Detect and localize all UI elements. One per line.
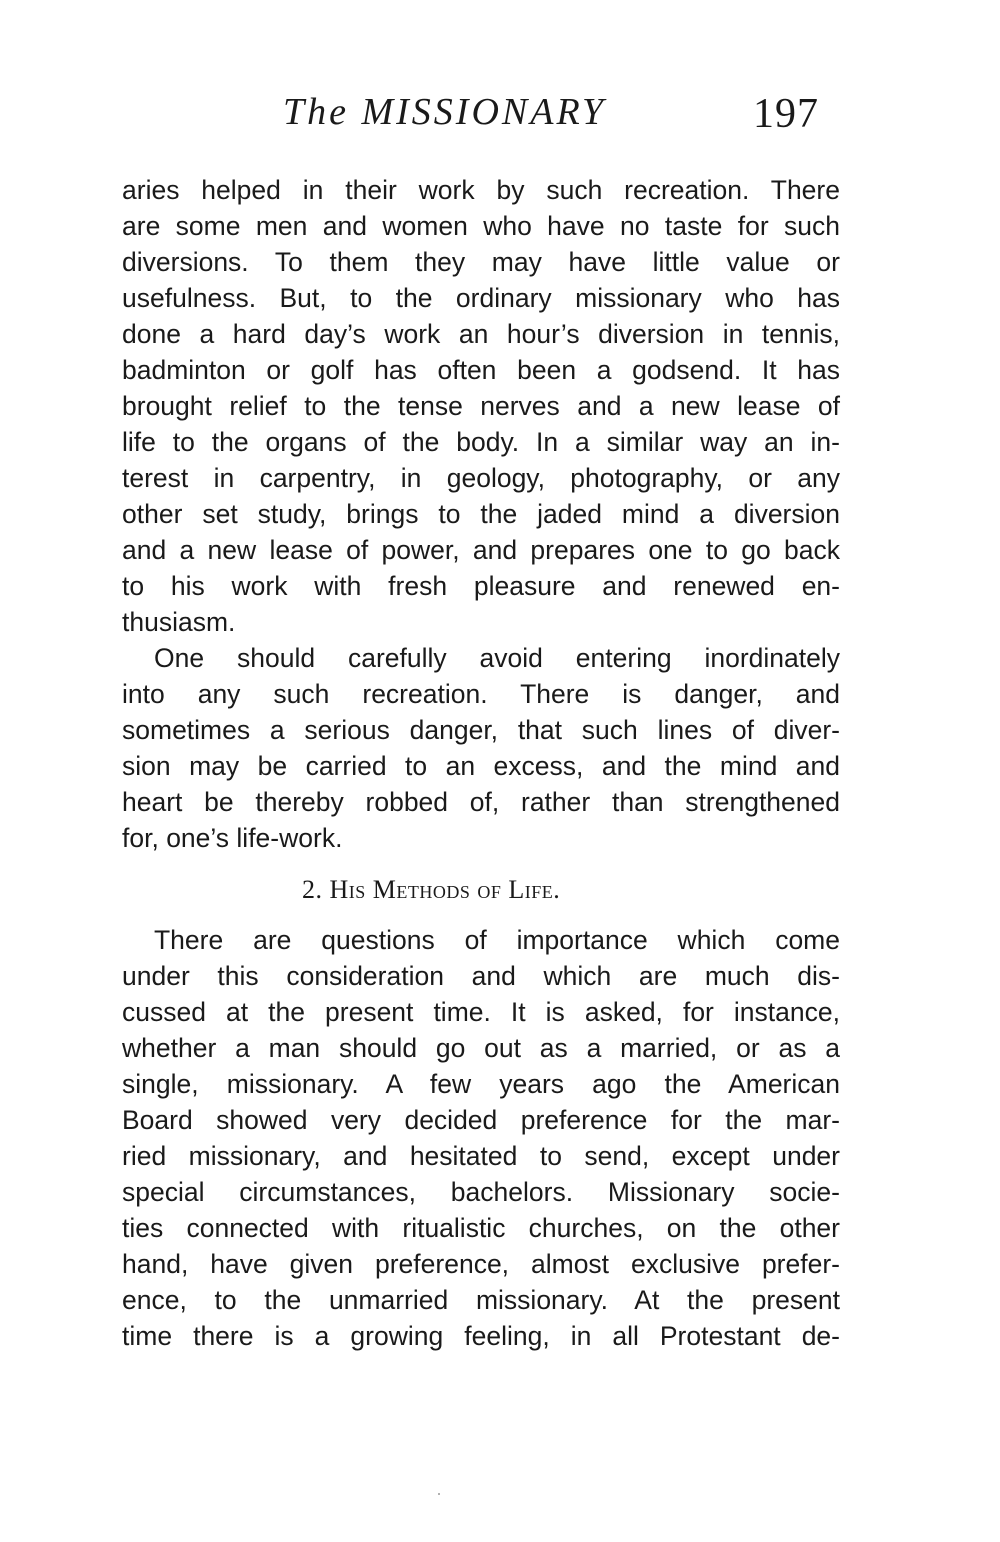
paragraph-methods-of-life [122, 922, 840, 1354]
text-line: One should carefully avoid entering inordinately [154, 643, 840, 673]
page-number: 197 [753, 91, 819, 137]
paragraph-caution [122, 640, 840, 856]
text-line: There are questions of importance which come [154, 925, 840, 955]
text-line: Board showed very decided preference for the mar- [122, 1105, 840, 1135]
text-line: cussed at the present time. It is asked, for instance, [122, 997, 840, 1027]
text-line: are some men and women who have no taste for such [122, 211, 840, 241]
section-heading: 2. His Methods of Life. [302, 875, 561, 904]
text-line: under this consideration and which are much dis- [122, 961, 840, 991]
running-head [0, 88, 1000, 148]
text-line: to his work with fresh pleasure and renewed en- [122, 571, 840, 601]
running-title: The MISSIONARY [283, 91, 607, 133]
text-line: for, one’s life-work. [122, 823, 343, 853]
text-line: aries helped in their work by such recreation. There [122, 175, 840, 205]
text-line: sometimes a serious danger, that such lines of diver- [122, 715, 840, 745]
text-line: diversions. To them they may have little value or [122, 247, 840, 277]
text-line: time there is a growing feeling, in all Protestant de- [122, 1321, 840, 1351]
text-line: heart be thereby robbed of, rather than strengthened [122, 787, 840, 817]
text-line: single, missionary. A few years ago the American [122, 1069, 840, 1099]
text-line: ried missionary, and hesitated to send, except under [122, 1141, 840, 1171]
text-line: ties connected with ritualistic churches, on the other [122, 1213, 840, 1243]
text-line: other set study, brings to the jaded mind a diversion [122, 499, 840, 529]
text-line: hand, have given preference, almost exclusive prefer- [122, 1249, 840, 1279]
text-line: thusiasm. [122, 607, 236, 637]
text-line: badminton or golf has often been a godsend. It has [122, 355, 840, 385]
text-line: brought relief to the tense nerves and a new lease of [122, 391, 840, 421]
text-line: whether a man should go out as a married, or as a [122, 1033, 840, 1063]
text-line: ence, to the unmarried missionary. At the present [122, 1285, 840, 1315]
print-speck [438, 1493, 440, 1495]
text-line: life to the organs of the body. In a similar way an in- [122, 427, 840, 457]
text-line: usefulness. But, to the ordinary missionary who has [122, 283, 840, 313]
text-line: sion may be carried to an excess, and the mind and [122, 751, 840, 781]
text-line: into any such recreation. There is danger, and [122, 679, 840, 709]
text-line: special circumstances, bachelors. Missionary socie- [122, 1177, 840, 1207]
text-line: terest in carpentry, in geology, photography, or any [122, 463, 840, 493]
paragraph-recreation [122, 172, 840, 640]
text-line: and a new lease of power, and prepares one to go back [122, 535, 840, 565]
text-line: done a hard day’s work an hour’s diversion in tennis, [122, 319, 840, 349]
text-body [122, 172, 840, 1354]
